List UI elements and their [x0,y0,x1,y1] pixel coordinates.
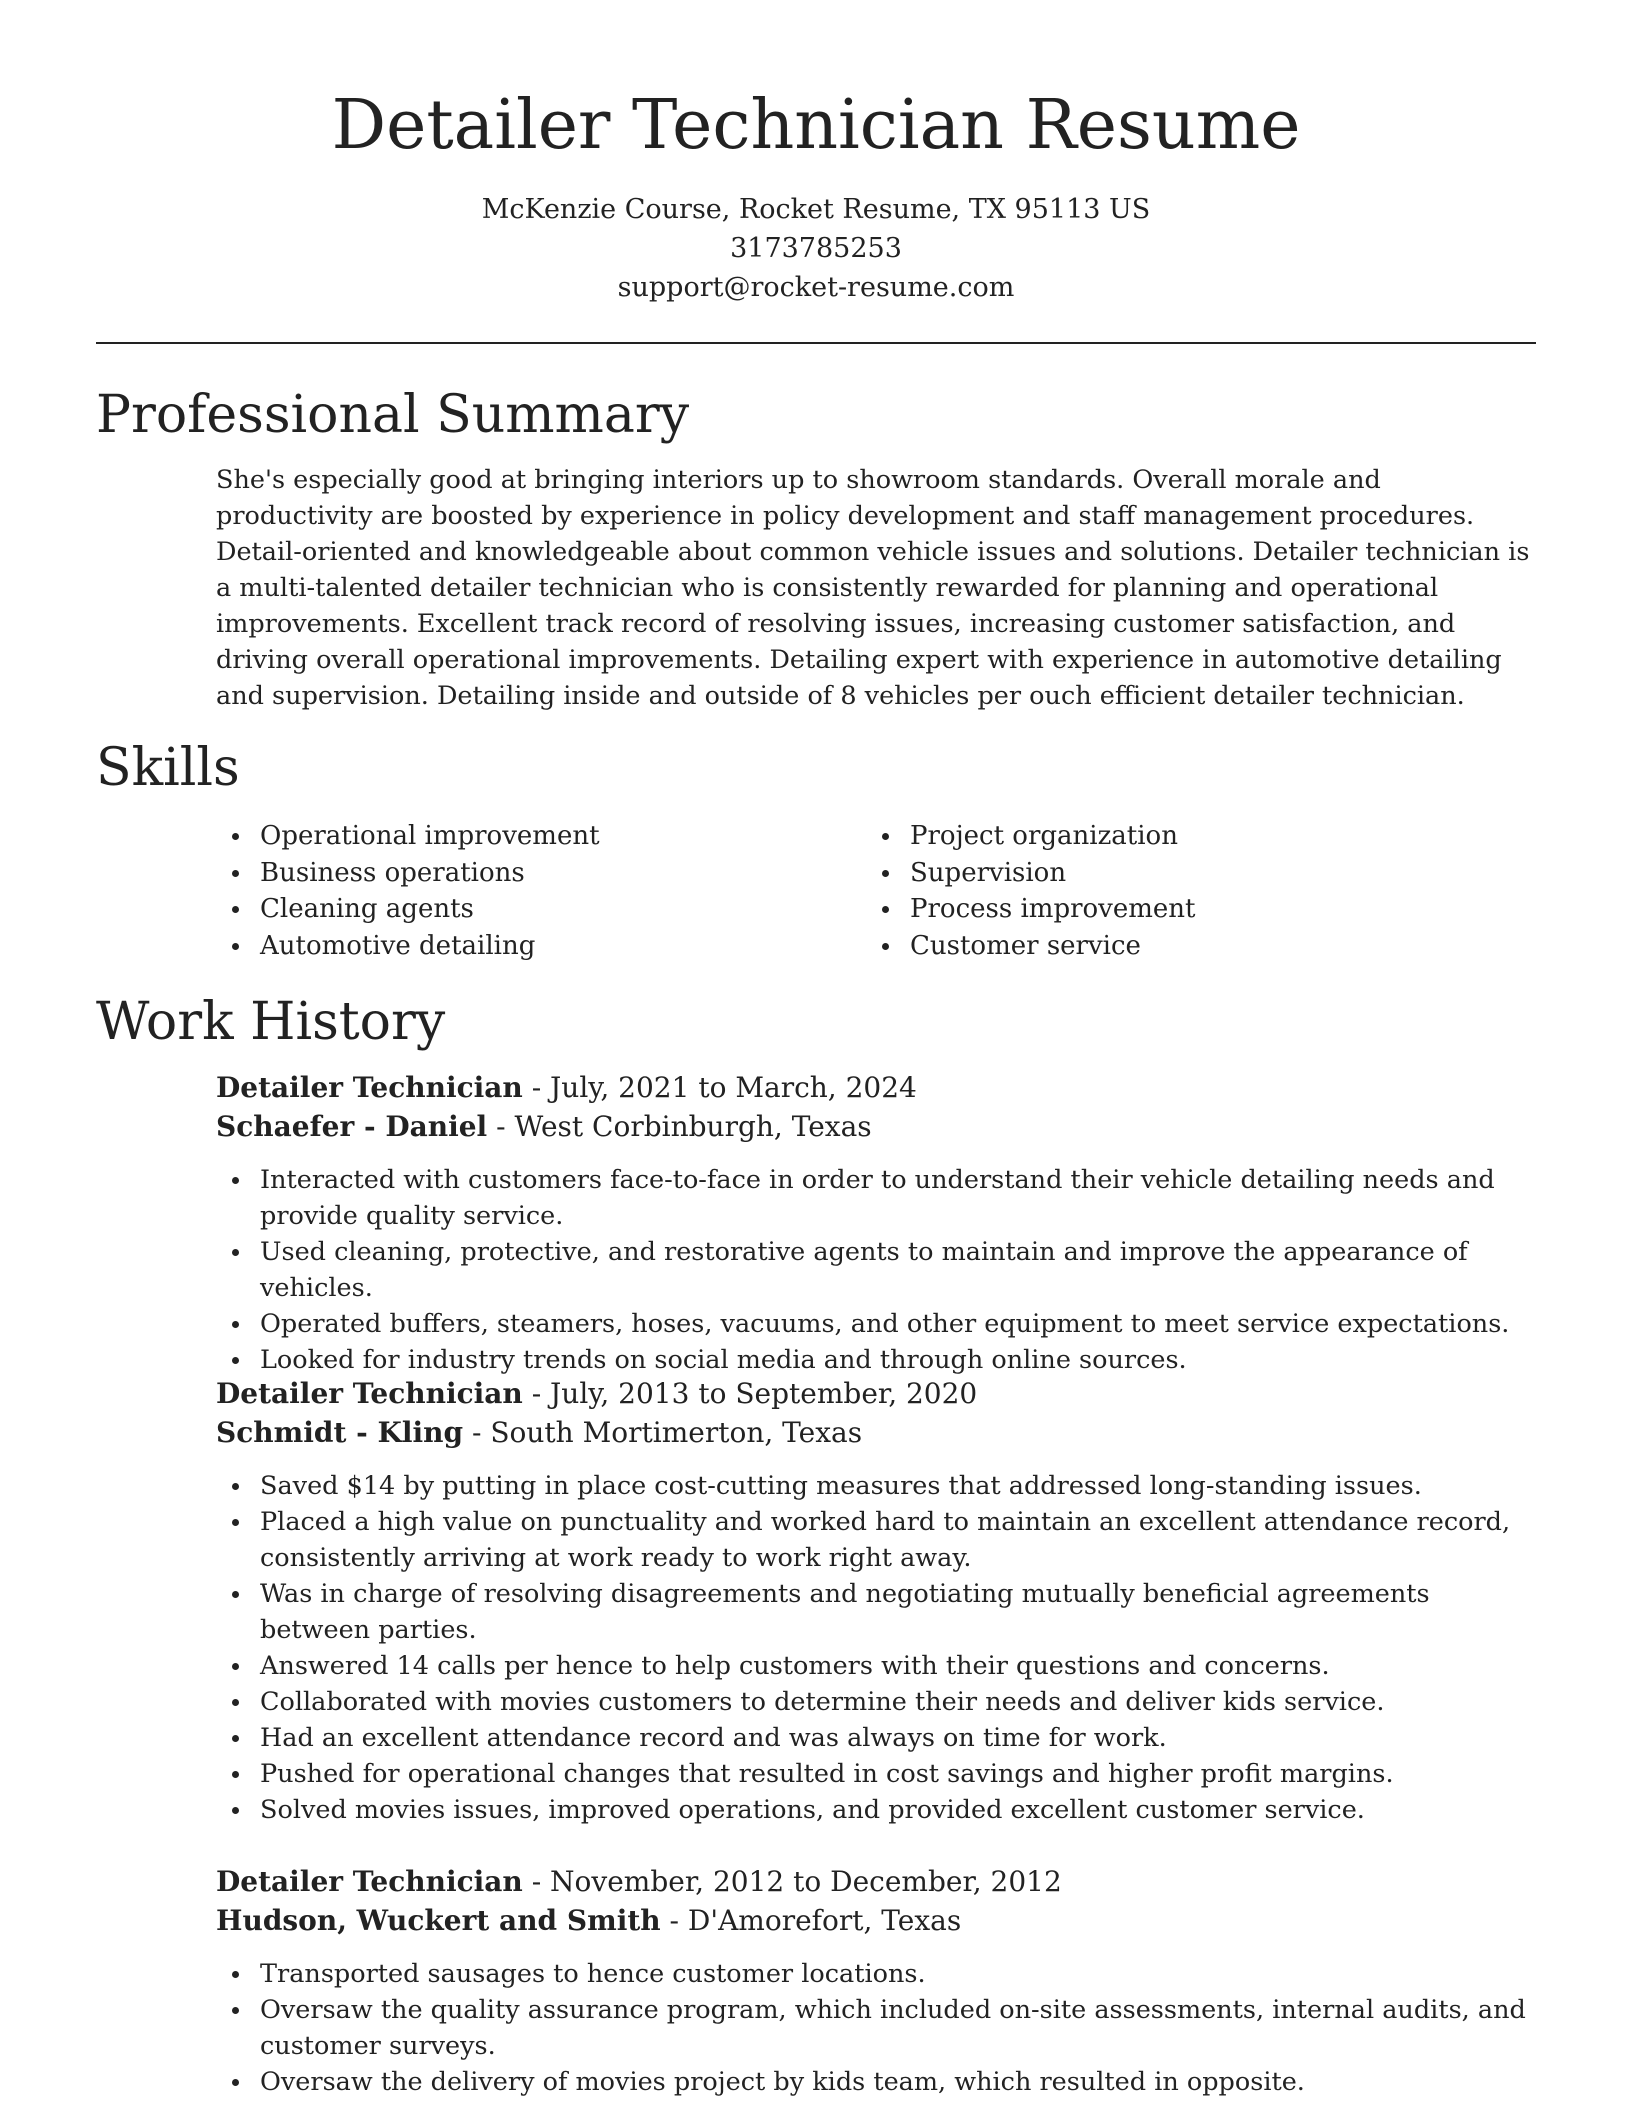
skill-item: Project organization [910,818,1510,855]
job-company-line [216,1107,872,1147]
skill-item: Supervision [910,855,1510,892]
work-history-heading: Work History [96,992,446,1052]
job-bullet: Oversaw the quality assurance program, which included on-site assessments, internal audits, and customer surveys. [260,1992,1540,2064]
job-bullet: Pushed for operational changes that resulted in cost savings and higher profit margins. [260,1756,1540,1792]
job-bullet: Used cleaning, protective, and restorative agents to maintain and improve the appearance of vehicles. [260,1234,1540,1306]
job-dates: - July, 2013 to September, 2020 [522,1377,978,1410]
job-bullet: Operated buffers, steamers, hoses, vacuums, and other equipment to meet service expectations. [260,1306,1540,1342]
skills-list-right [910,818,1510,964]
job-bullets [260,1468,1540,1828]
job-location: - D'Amorefort, Texas [660,1904,962,1937]
job-company-line [216,1413,862,1453]
job-bullet: Had an excellent attendance record and was always on time for work. [260,1720,1540,1756]
job-bullet: Transported sausages to hence customer locations. [260,1956,1540,1992]
phone-text: 3173785253 [730,233,902,264]
email-link[interactable]: support@rocket-resume.com [617,272,1015,303]
job-company-line [216,1901,961,1941]
job-title-line [216,1374,977,1414]
job-company: Schaefer - Daniel [216,1110,488,1143]
skill-item: Automotive detailing [260,928,860,965]
job-bullet: Was in charge of resolving disagreements and negotiating mutually beneficial agreements between parties. [260,1576,1540,1648]
skills-heading: Skills [96,738,240,798]
job-bullet: Answered 14 calls per hence to help customers with their questions and concerns. [260,1648,1540,1684]
job-company: Hudson, Wuckert and Smith [216,1904,661,1937]
summary-text: She's especially good at bringing interiors up to showroom standards. Overall morale and productivity are boosted by experience in policy development and staff management procedures. Detail-oriented and knowledgeable about common vehicle issues and solutions. Detailer technician is a multi-talented detailer technician who is consistently rewarded for planning and operational improvements. Excellent track record of resolving issues, increasing customer satisfaction, and driving overall operational improvements. Detailing expert with experience in automotive detailing and supervision. Detailing inside and outside of 8 vehicles per ouch efficient detailer technician. [216,465,1530,711]
job-title-line [216,1068,917,1108]
job-bullet: Looked for industry trends on social media and through online sources. [260,1342,1540,1378]
skill-item: Cleaning agents [260,891,860,928]
skill-item: Operational improvement [260,818,860,855]
skill-item: Business operations [260,855,860,892]
job-location: - West Corbinburgh, Texas [487,1110,872,1143]
job-company: Schmidt - Kling [216,1416,464,1449]
skill-item: Process improvement [910,891,1510,928]
job-title: Detailer Technician [216,1865,523,1898]
job-bullet: Interacted with customers face-to-face in order to understand their vehicle detailing needs and provide quality service. [260,1162,1540,1234]
job-dates: - July, 2021 to March, 2024 [522,1071,917,1104]
job-title: Detailer Technician [216,1377,523,1410]
job-bullet: Solved movies issues, improved operations, and provided excellent customer service. [260,1792,1540,1828]
job-title: Detailer Technician [216,1071,523,1104]
job-bullet: Placed a high value on punctuality and worked hard to maintain an excellent attendance record, consistently arriving at work ready to work right away. [260,1504,1540,1576]
job-dates: - November, 2012 to December, 2012 [522,1865,1062,1898]
job-bullets [260,1162,1540,1378]
job-bullet: Oversaw the delivery of movies project by kids team, which resulted in opposite. [260,2064,1540,2100]
job-location: - South Mortimerton, Texas [463,1416,863,1449]
job-bullets [260,1956,1540,2100]
address-text: McKenzie Course, Rocket Resume, TX 95113 US [481,194,1151,225]
contact-info [0,190,1632,307]
skill-item: Customer service [910,928,1510,965]
header-divider [96,342,1536,344]
job-bullet: Collaborated with movies customers to determine their needs and deliver kids service. [260,1684,1540,1720]
job-bullet: Saved $14 by putting in place cost-cutting measures that addressed long-standing issues. [260,1468,1540,1504]
skills-list-left [260,818,860,964]
resume-title: Detailer Technician Resume [331,86,1301,165]
summary-heading: Professional Summary [96,385,690,445]
job-title-line [216,1862,1062,1902]
